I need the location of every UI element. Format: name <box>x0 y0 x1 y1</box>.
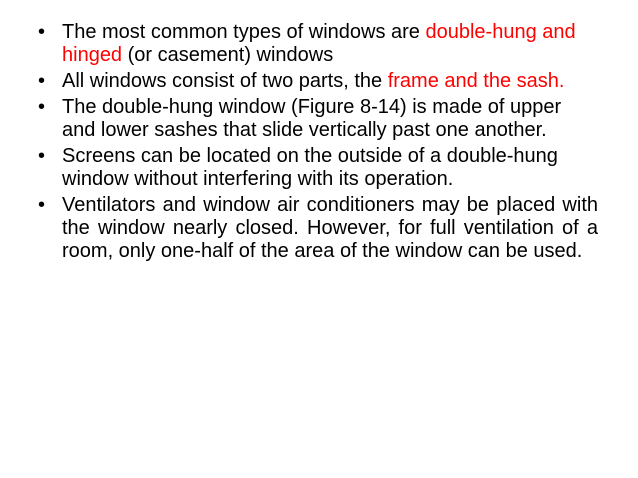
bullet-item <box>38 145 598 191</box>
bullet-text: Ventilators and window air conditioners may be placed with the window nearly closed. However, for full ventilation of a room, only one-half of the area of the window can be used. <box>62 194 598 262</box>
bullet-marker: • <box>38 70 46 92</box>
bullet-item <box>38 70 598 93</box>
bullet-text: The double-hung window (Figure 8-14) is made of upper and lower sashes that slide vertically past one another. <box>62 96 562 141</box>
bullet-text: Screens can be located on the outside of a double-hung window without interfering with its operation. <box>62 145 558 190</box>
bullet-text: The most common types of windows are <box>62 21 426 43</box>
bullet-item <box>38 96 598 142</box>
bullet-marker: • <box>38 145 46 167</box>
bullet-highlight: frame and the sash. <box>387 70 565 92</box>
bullet-text: All windows consist of two parts, the <box>62 70 388 92</box>
bullet-text: (or casement) windows <box>122 44 334 66</box>
bullet-marker: • <box>38 194 46 216</box>
bullet-item <box>38 21 598 67</box>
bullet-marker: • <box>38 21 46 43</box>
bullet-item <box>38 194 598 263</box>
bullet-highlight: double-hung and hinged <box>62 21 576 66</box>
bullet-marker: • <box>38 96 46 118</box>
bullet-list <box>38 21 598 266</box>
